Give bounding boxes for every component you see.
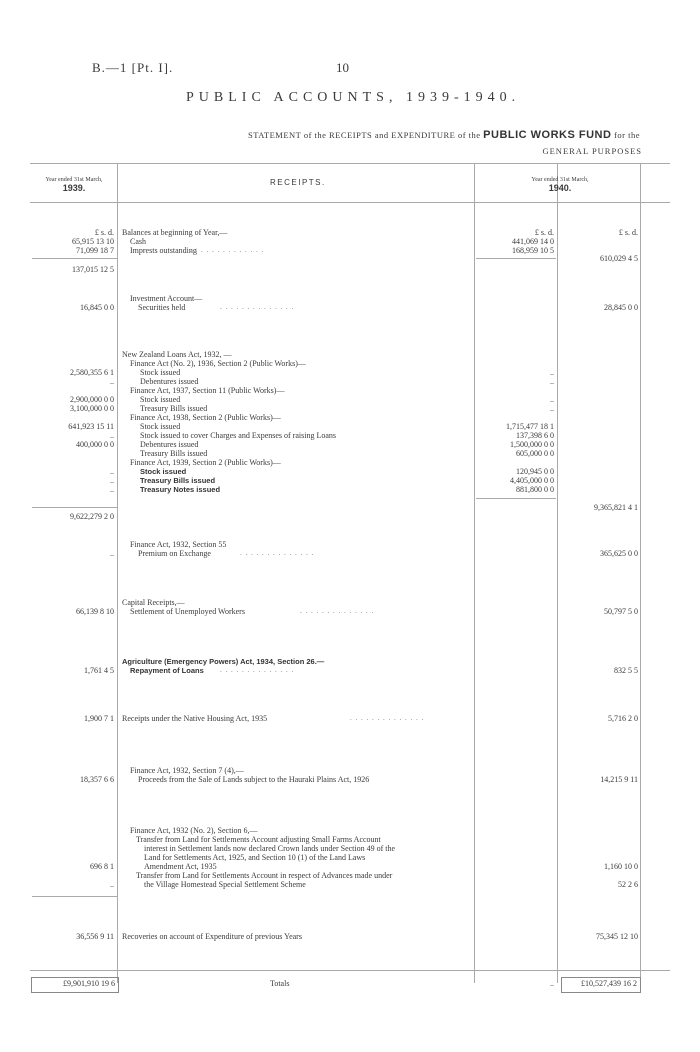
fa1939-stock-label: Stock issued [140,467,187,476]
premium-1939: .. [110,549,114,558]
imprests-1939: 71,099 18 7 [76,246,114,255]
totals-label: Totals [270,979,290,988]
totals-top-rule [30,970,670,971]
imprests-label: Imprests outstanding [130,246,197,255]
fa1936-stock-label: Stock issued [140,368,181,377]
rule [32,896,117,897]
rule [476,258,556,259]
fa1936-debentures-1940: .. [550,377,554,386]
loans-total-1940: 9,365,821 4 1 [594,503,638,512]
premium-1940: 365,625 0 0 [600,549,638,558]
fa1936-debentures-label: Debentures issued [140,377,199,386]
native-housing-label: Receipts under the Native Housing Act, 1935 [122,714,268,723]
transfer1-1939: 696 8 1 [90,862,114,871]
premium-label: Premium on Exchange [138,549,211,558]
securities-label: Securities held [138,303,186,312]
left-year: 1939. [62,183,86,193]
fa1939-bills-1940: 4,405,000 0 0 [510,476,554,485]
fa1939-notes-1940: 881,800 0 0 [516,485,554,494]
fa1937-stock-1939: 2,900,000 0 0 [70,395,114,404]
page-title: PUBLIC ACCOUNTS, 1939-1940. [186,90,521,105]
column-divider-right [557,163,558,983]
statement-subtitle [248,129,640,141]
cash-1939: 65,915 13 10 [72,237,114,246]
repayment-label: Repayment of Loans [130,666,204,675]
securities-1939: 16,845 0 0 [80,303,114,312]
fa1932-6-heading: Finance Act, 1932 (No. 2), Section 6,— [130,826,258,835]
native-1939: 1,900 7 1 [84,714,114,723]
fa1938-bills-label: Treasury Bills issued [140,449,208,458]
fa1936-stock-1940: .. [550,368,554,377]
statement-subtitle-line2: GENERAL PURPOSES [542,146,642,156]
fa1938-charges-1940: 137,398 6 0 [516,431,554,440]
totals-1940: £10,527,439 16 2 [581,979,637,988]
fa1936-heading: Finance Act (No. 2), 1936, Section 2 (Public Works)— [130,359,306,368]
recoveries-1940: 75,345 12 10 [596,932,638,941]
repayment-1939: 1,761 4 5 [84,666,114,675]
hauraki-label: Proceeds from the Sale of Lands subject to the Hauraki Plains Act, 1926 [138,775,370,784]
lsd-header-right: £ s. d. [618,228,638,237]
dot-leader: . . . . . . . . . . . . . . [220,303,295,311]
capital-heading: Capital Receipts,— [122,598,185,607]
subtitle-bold: PUBLIC WORKS FUND [483,129,612,141]
header-bottom-rule [30,202,670,203]
dot-leader: . . . . . . . . . . . . . . [190,246,265,254]
recoveries-label: Recoveries on account of Expenditure of previous Years [122,932,302,941]
repayment-1940: 832 5 5 [614,666,638,675]
lsd-header-mid: £ s. d. [534,228,554,237]
fa1939-stock-1939: .. [110,467,114,476]
fa1937-heading: Finance Act, 1937, Section 11 (Public Works)— [130,386,285,395]
receipts-header: RECEIPTS. [270,178,326,187]
fa1939-bills-label: Treasury Bills issued [140,476,216,485]
lsd-header-left: £ s. d. [94,228,114,237]
fa1937-bills-1939: 3,100,000 0 0 [70,404,114,413]
dot-leader: . . . . . . . . . . . . . . [300,607,375,615]
fa1938-debentures-1940: 1,500,000 0 0 [510,440,554,449]
rule [32,258,117,259]
column-divider-left [117,163,118,983]
fa1937-stock-1940: .. [550,395,554,404]
transfer1-line3: Land for Settlements Act, 1925, and Section 10 (1) of the Land Laws [144,853,366,862]
fa1938-charges-label: Stock issued to cover Charges and Expenses of raising Loans [140,431,337,440]
totals-mid: .. [550,979,554,988]
unemployed-1939: 66,139 8 10 [76,607,114,616]
fa1937-bills-label: Treasury Bills issued [140,404,208,413]
cash-label: Cash [130,237,146,246]
rule [32,507,117,508]
page-reference: B.—1 [Pt. I]. [92,60,174,75]
fa1936-debentures-1939: .. [110,377,114,386]
unemployed-1940: 50,797 5 0 [604,607,638,616]
fa1938-debentures-1939: 400,000 0 0 [76,440,114,449]
unemployed-label: Settlement of Unemployed Workers [130,607,245,616]
fa1938-stock-1940: 1,715,477 18 1 [506,422,554,431]
fa1938-stock-1939: 641,923 15 11 [68,422,114,431]
hauraki-1939: 18,357 6 6 [80,775,114,784]
dot-leader: . . . . . . . . . . . . . . [350,714,425,722]
balances-total-1939: 137,015 12 5 [72,265,114,274]
subtitle-pre: STATEMENT of the RECEIPTS and EXPENDITURE of the [247,130,481,140]
fa1937-bills-1940: .. [550,404,554,413]
rule [476,498,556,499]
investment-heading: Investment Account— [130,294,203,303]
fa1937-stock-label: Stock issued [140,395,181,404]
balances-total-1940: 610,029 4 5 [600,254,638,263]
hauraki-1940: 14,215 9 11 [600,775,638,784]
fa1936-stock-1939: 2,580,355 6 1 [70,368,114,377]
totals-1939: £9,901,910 19 6 [63,979,115,988]
transfer2-line2: the Village Homestead Special Settlement Scheme [144,880,306,889]
fa1932-7-heading: Finance Act, 1932, Section 7 (4),— [130,766,244,775]
fa1939-notes-1939: .. [110,485,114,494]
subtitle-post: for the [614,130,640,140]
right-year-header [480,176,640,192]
dot-leader: . . . . . . . . . . . . . . [240,549,315,557]
transfer2-1940: 52 2 6 [618,880,638,889]
fa1938-stock-label: Stock issued [140,422,181,431]
fa1938-bills-1940: 605,000 0 0 [516,449,554,458]
securities-1940: 28,845 0 0 [604,303,638,312]
fa1938-charges-1939: .. [110,431,114,440]
transfer1-line4: Amendment Act, 1935 [144,862,217,871]
left-year-header [32,176,116,192]
transfer1-1940: 1,160 10 0 [604,862,638,871]
loans-total-1939: 9,622,279 2 0 [70,512,114,521]
native-1940: 5,716 2 0 [608,714,638,723]
fa1939-stock-1940: 120,945 0 0 [516,467,554,476]
imprests-1940: 168,959 10 5 [512,246,554,255]
fa1939-bills-1939: .. [110,476,114,485]
column-divider-mid [474,163,475,983]
fa1938-debentures-label: Debentures issued [140,440,199,449]
left-year-label: Year ended 31st March, [45,177,103,183]
page-number: 10 [336,60,349,75]
fa1939-notes-label: Treasury Notes issued [140,485,221,494]
transfer1-line2: interest in Settlement lands now declared Crown lands under Section 49 of the [144,844,396,853]
transfer1-line1: Transfer from Land for Settlements Account adjusting Small Farms Account [136,835,381,844]
fa1938-heading: Finance Act, 1938, Section 2 (Public Works)— [130,413,281,422]
transfer2-line1: Transfer from Land for Settlements Account in respect of Advances made under [136,871,393,880]
cash-1940: 441,069 14 0 [512,237,554,246]
right-year: 1940. [548,183,572,193]
dot-leader: . . . . . . . . . . . . . . [220,666,295,674]
recoveries-1939: 36,556 9 11 [76,932,114,941]
fa1939-heading: Finance Act, 1939, Section 2 (Public Works)— [130,458,281,467]
right-year-label: Year ended 31st March, [531,177,589,183]
fa1932-55-heading: Finance Act, 1932, Section 55 [130,540,227,549]
balances-heading: Balances at beginning of Year,— [122,228,228,237]
transfer2-1939: .. [110,880,114,889]
agri-heading: Agriculture (Emergency Powers) Act, 1934, Section 26.— [122,657,325,666]
nz-loans-heading: New Zealand Loans Act, 1932, — [122,350,232,359]
table-top-rule [30,163,670,164]
column-divider-edge [640,163,641,983]
